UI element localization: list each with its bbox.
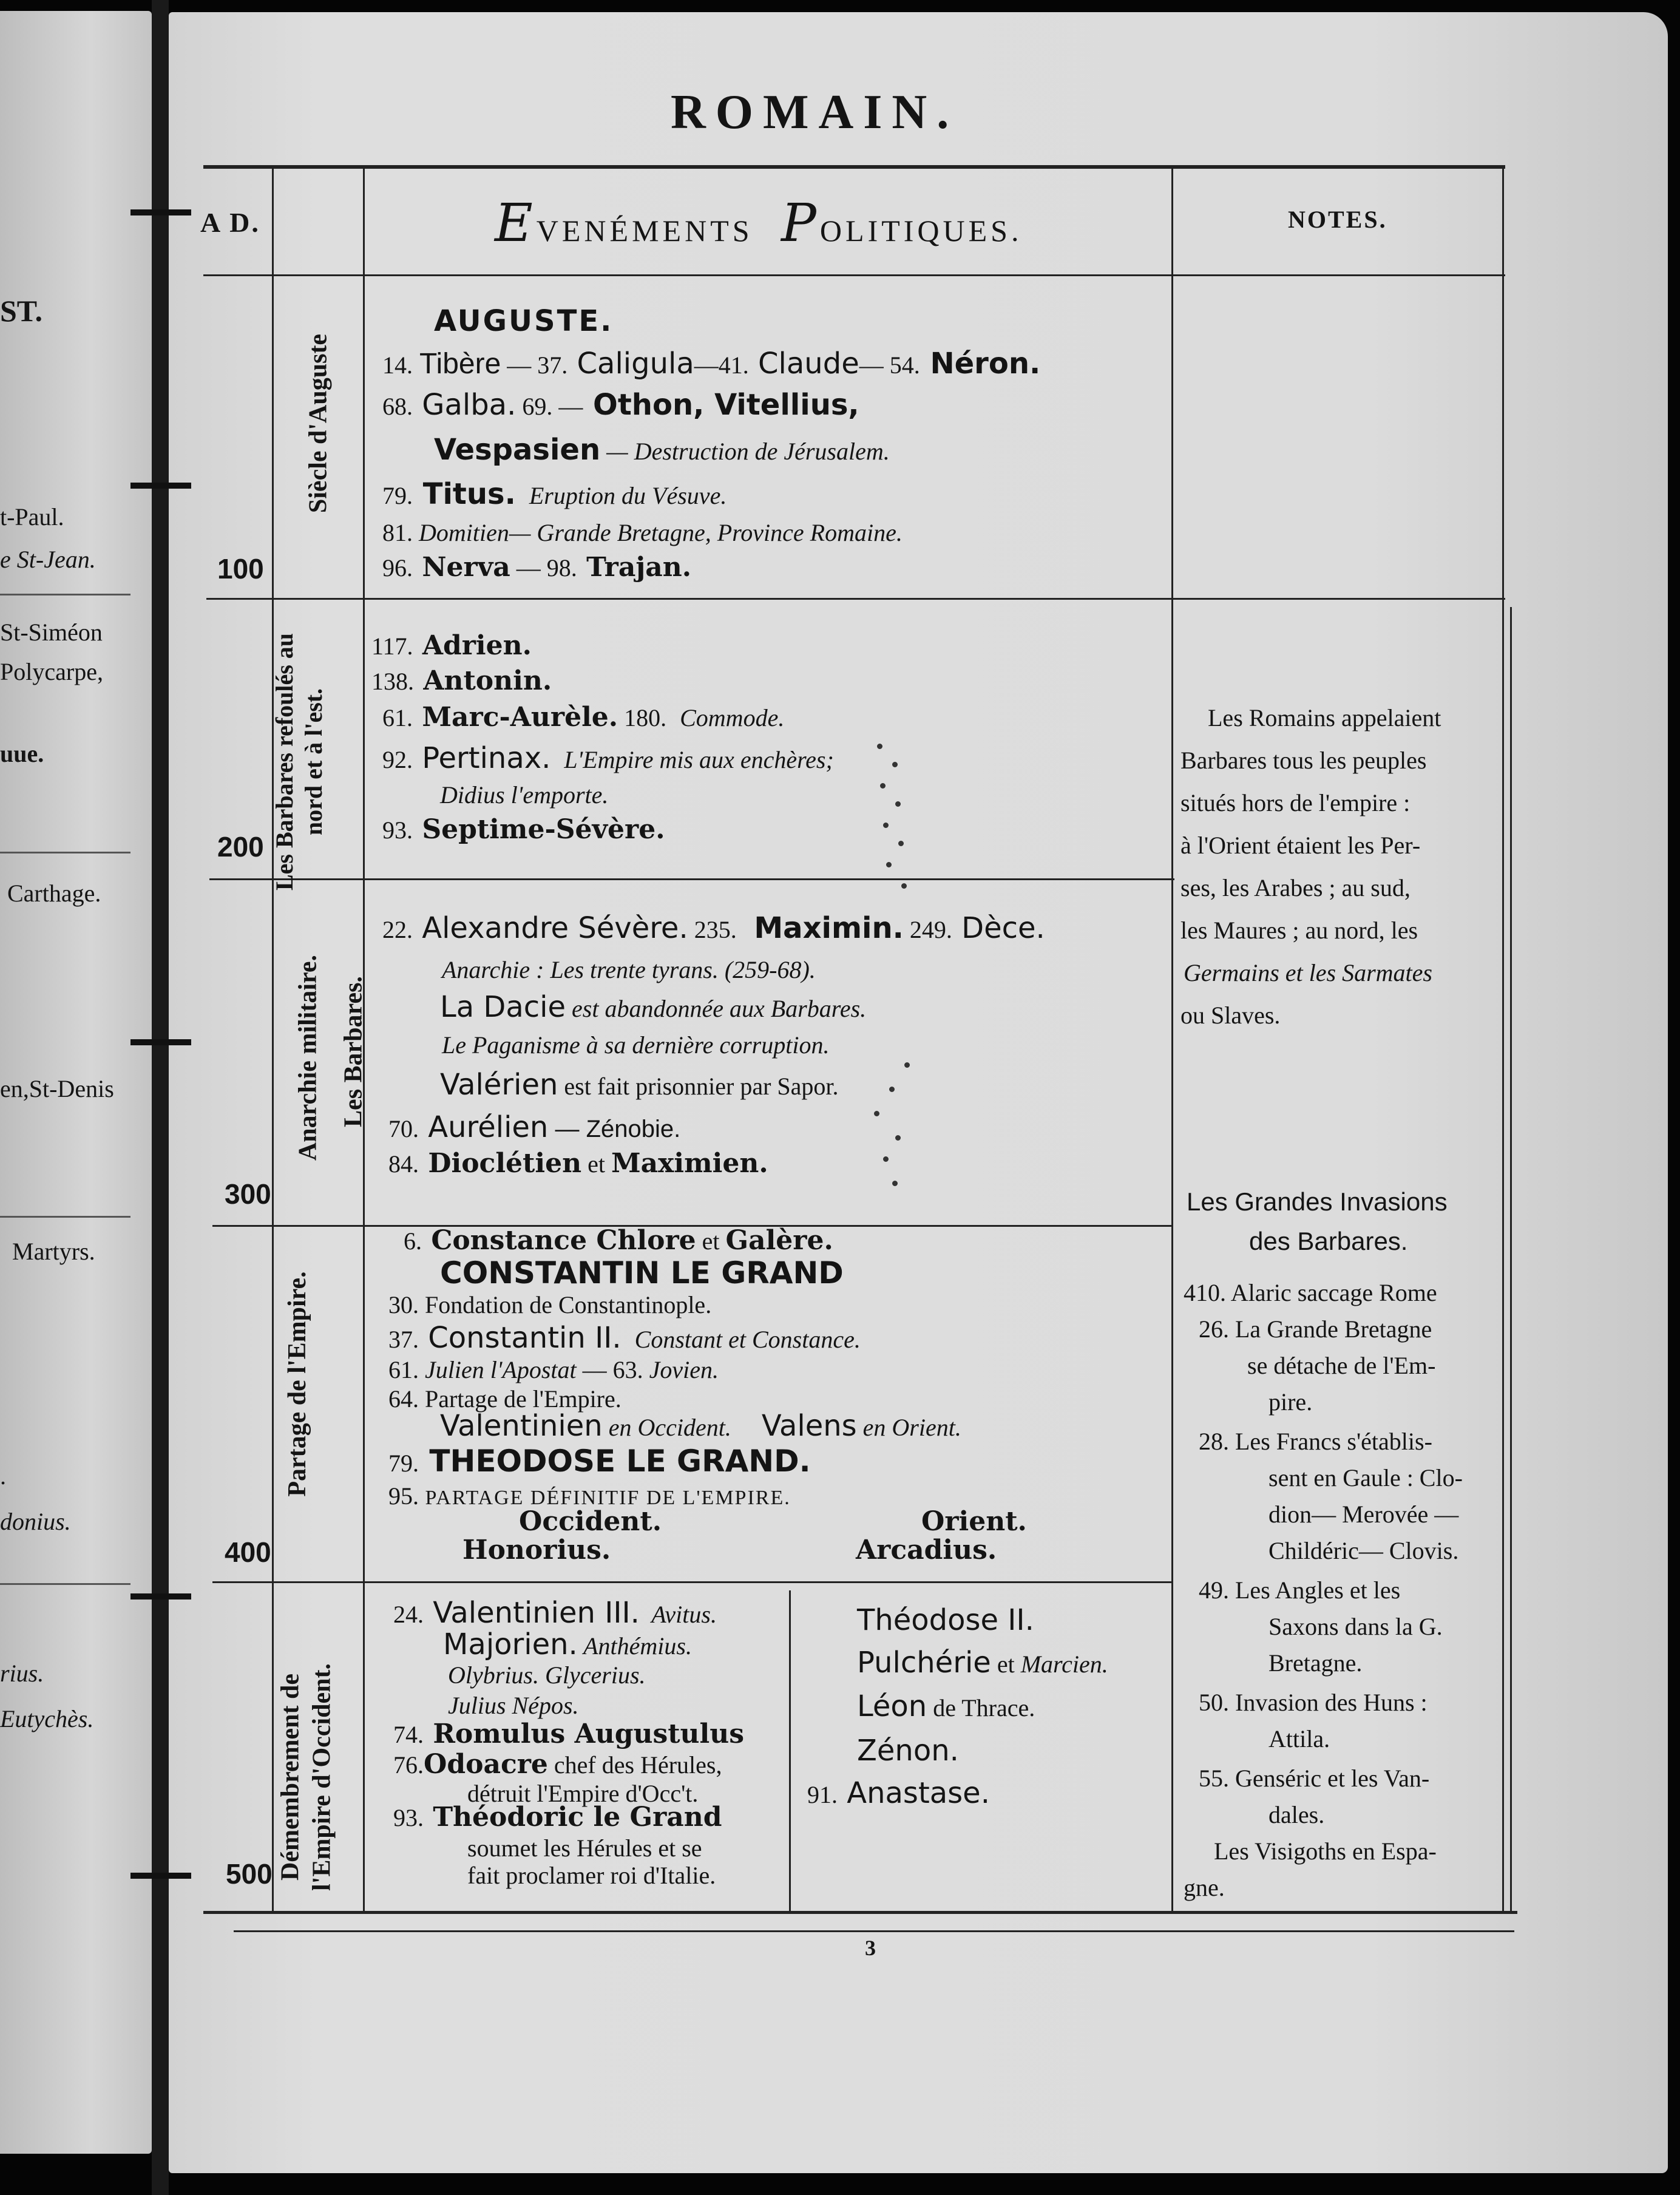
note-line: 410. Alaric saccage Rome xyxy=(1184,1279,1437,1306)
event-line: CONSTANTIN LE GRAND xyxy=(440,1255,844,1291)
prev-rule xyxy=(0,852,130,853)
event-line: Léon de Thrace. xyxy=(857,1689,1035,1723)
period-label: Démembrement de l'Empire d'Occident. xyxy=(276,1663,336,1891)
prev-line: t-Paul. xyxy=(0,503,64,531)
event-line: Zénon. xyxy=(857,1734,959,1768)
note-heading: des Barbares. xyxy=(1249,1227,1408,1255)
note-line: dales. xyxy=(1268,1801,1325,1828)
note-line: Barbares tous les peuples xyxy=(1180,747,1427,774)
event-line: 79. THEODOSE LE GRAND. xyxy=(388,1444,811,1479)
note-line: ou Slaves. xyxy=(1180,1002,1281,1029)
note-line: pire. xyxy=(1268,1388,1313,1416)
event-line: 64. Partage de l'Empire. xyxy=(388,1385,622,1413)
note-line: Les Romains appelaient xyxy=(1208,704,1441,731)
prev-rule xyxy=(0,594,130,595)
prev-line: St-Siméon xyxy=(0,619,103,646)
event-line: Orient. xyxy=(921,1506,1027,1537)
year-mark: 300 xyxy=(225,1178,271,1210)
event-line: Valentinien en Occident. Valens en Orient. xyxy=(440,1409,961,1443)
note-line: Attila. xyxy=(1268,1725,1330,1752)
event-line: 117. Adrien. xyxy=(371,630,532,661)
note-line: se détache de l'Em- xyxy=(1247,1352,1436,1379)
split-divider xyxy=(789,1590,791,1911)
note-line: Bretagne. xyxy=(1268,1649,1363,1677)
binding-gutter xyxy=(152,0,169,2195)
event-line: Théodose II. xyxy=(857,1603,1034,1637)
note-line: 28. Les Francs s'établis- xyxy=(1199,1428,1432,1455)
header-events-rest: VENÉMENTS xyxy=(536,214,753,248)
column-divider xyxy=(1502,169,1504,1911)
event-line: Arcadius. xyxy=(856,1535,997,1566)
event-line: 14. Tibère — 37. Caligula—41. Claude— 54. Néron. xyxy=(382,347,1041,381)
event-line: 30. Fondation de Constantinople. xyxy=(388,1291,712,1318)
note-line: 26. La Grande Bretagne xyxy=(1199,1315,1432,1343)
event-line: Honorius. xyxy=(462,1535,611,1566)
prev-line: ST. xyxy=(0,294,42,328)
prev-line: e St-Jean. xyxy=(0,546,96,573)
event-line: 81. Domitien— Grande Bretagne, Province Romaine. xyxy=(382,519,903,546)
note-line: sent en Gaule : Clo- xyxy=(1268,1464,1463,1491)
prev-line: rius. xyxy=(0,1660,44,1687)
note-line: Germains et les Sarmates xyxy=(1184,959,1432,986)
note-line: gne. xyxy=(1184,1874,1225,1901)
event-line: 6. Constance Chlore et Galère. xyxy=(404,1225,833,1256)
event-line: 92. Pertinax. L'Empire mis aux enchères; xyxy=(382,741,834,775)
period-label: Les Barbares. xyxy=(339,976,368,1127)
header-politics-rest: OLITIQUES. xyxy=(819,214,1023,248)
event-line: 79. Titus. Eruption du Vésuve. xyxy=(382,477,727,511)
event-line: 22. Alexandre Sévère. 235. Maximin. 249. Dèce. xyxy=(382,911,1045,945)
binding-stitch xyxy=(130,209,191,215)
prev-rule xyxy=(0,1583,130,1585)
year-mark: 500 xyxy=(226,1858,273,1890)
event-line: détruit l'Empire d'Occ't. xyxy=(467,1780,699,1807)
event-line: Olybrius. Glycerius. xyxy=(448,1661,646,1689)
note-line: 50. Invasion des Huns : xyxy=(1199,1689,1428,1716)
table-bottom-rule xyxy=(203,1911,1517,1914)
column-divider xyxy=(272,169,274,1911)
table-bottom-rule-2 xyxy=(234,1930,1514,1932)
event-line: Julius Népos. xyxy=(448,1692,579,1719)
year-mark: 400 xyxy=(225,1536,271,1568)
note-line: ses, les Arabes ; au sud, xyxy=(1180,874,1411,901)
event-line: Occident. xyxy=(519,1506,662,1537)
prev-line: . xyxy=(0,1462,6,1490)
event-line: fait proclamer roi d'Italie. xyxy=(467,1862,716,1889)
prev-line: uue. xyxy=(0,740,44,767)
year-mark: 100 xyxy=(217,553,264,585)
event-line: 93. Septime-Sévère. xyxy=(382,814,665,845)
period-label: Anarchie militaire. xyxy=(294,954,322,1161)
note-line: situés hors de l'empire : xyxy=(1180,789,1411,816)
note-line: 49. Les Angles et les xyxy=(1199,1576,1401,1604)
event-line: 95. PARTAGE DÉFINITIF DE L'EMPIRE. xyxy=(388,1482,791,1510)
prev-line: Polycarpe, xyxy=(0,658,103,685)
note-line: dion— Merovée — xyxy=(1268,1501,1459,1528)
period-label: Siècle d'Auguste xyxy=(304,333,333,514)
prev-line: Eutychès. xyxy=(0,1705,94,1732)
prev-line: donius. xyxy=(0,1508,71,1535)
period-label: Les Barbares refoulés au nord et à l'est. xyxy=(271,633,327,891)
section-rule xyxy=(206,598,1505,600)
event-line: 61. Marc-Aurèle. 180. Commode. xyxy=(382,702,785,733)
section-rule xyxy=(212,1581,1171,1583)
event-line: Anarchie : Les trente tyrans. (259-68). xyxy=(442,956,816,983)
header-events-cap: E xyxy=(495,193,537,254)
event-line: La Dacie est abandonnée aux Barbares. xyxy=(440,990,867,1024)
period-label: Partage de l'Empire. xyxy=(283,1271,311,1497)
event-line: 70. Aurélien — Zénobie. xyxy=(388,1110,681,1144)
note-heading: Les Grandes Invasions xyxy=(1187,1187,1448,1216)
note-line: Les Visigoths en Espa- xyxy=(1214,1837,1437,1865)
event-line: 96. Nerva — 98. Trajan. xyxy=(382,552,692,583)
page-number: 3 xyxy=(865,1936,876,1960)
page-title: ROMAIN. xyxy=(671,86,959,139)
column-divider xyxy=(1510,607,1512,1912)
event-line: AUGUSTE. xyxy=(434,304,614,338)
header-events xyxy=(495,193,1022,254)
header-rule xyxy=(203,274,1505,276)
header-politics-cap: P xyxy=(781,193,820,254)
event-line: soumet les Hérules et se xyxy=(467,1834,702,1862)
event-line: 61. Julien l'Apostat — 63. Jovien. xyxy=(388,1356,719,1383)
event-line: Vespasien — Destruction de Jérusalem. xyxy=(434,433,890,467)
header-ad: A D. xyxy=(200,207,260,238)
event-line: 76.Odoacre chef des Hérules, xyxy=(393,1749,722,1780)
event-line: 74. Romulus Augustulus xyxy=(393,1718,745,1749)
book-page xyxy=(169,12,1668,2173)
event-line: 37. Constantin II. Constant et Constance. xyxy=(388,1321,861,1355)
column-divider xyxy=(1171,169,1173,1911)
prev-line: Martyrs. xyxy=(12,1238,95,1265)
event-line: 91. Anastase. xyxy=(807,1776,990,1810)
event-line: Valérien est fait prisonnier par Sapor. xyxy=(440,1068,839,1102)
event-line: 24. Valentinien III. Avitus. xyxy=(393,1596,717,1630)
event-line: 138. Antonin. xyxy=(371,665,552,696)
binding-stitch xyxy=(130,1593,191,1600)
prev-rule xyxy=(0,1216,130,1218)
note-line: les Maures ; au nord, les xyxy=(1180,917,1418,944)
event-line: 93. Théodoric le Grand xyxy=(393,1802,722,1833)
event-line: 84. Dioclétien et Maximien. xyxy=(388,1148,768,1179)
event-line: Majorien. Anthémius. xyxy=(443,1627,692,1661)
note-line: Childéric— Clovis. xyxy=(1268,1537,1459,1564)
event-line: Didius l'emporte. xyxy=(440,781,609,809)
binding-stitch xyxy=(130,483,191,489)
prev-line: Carthage. xyxy=(7,880,101,907)
event-line: Pulchérie et Marcien. xyxy=(857,1646,1108,1680)
previous-page xyxy=(0,11,152,2154)
prev-line: en,St-Denis xyxy=(0,1075,114,1102)
note-line: Saxons dans la G. xyxy=(1268,1613,1443,1640)
note-line: à l'Orient étaient les Per- xyxy=(1180,832,1421,859)
table-top-rule xyxy=(203,165,1505,169)
header-notes: NOTES. xyxy=(1288,206,1387,233)
event-line: Le Paganisme à sa dernière corruption. xyxy=(442,1031,830,1059)
note-line: 55. Genséric et les Van- xyxy=(1199,1765,1430,1792)
binding-stitch xyxy=(130,1873,191,1879)
event-line: 68. Galba. 69. — Othon, Vitellius, xyxy=(382,388,859,422)
binding-stitch xyxy=(130,1039,191,1045)
year-mark: 200 xyxy=(217,831,264,863)
